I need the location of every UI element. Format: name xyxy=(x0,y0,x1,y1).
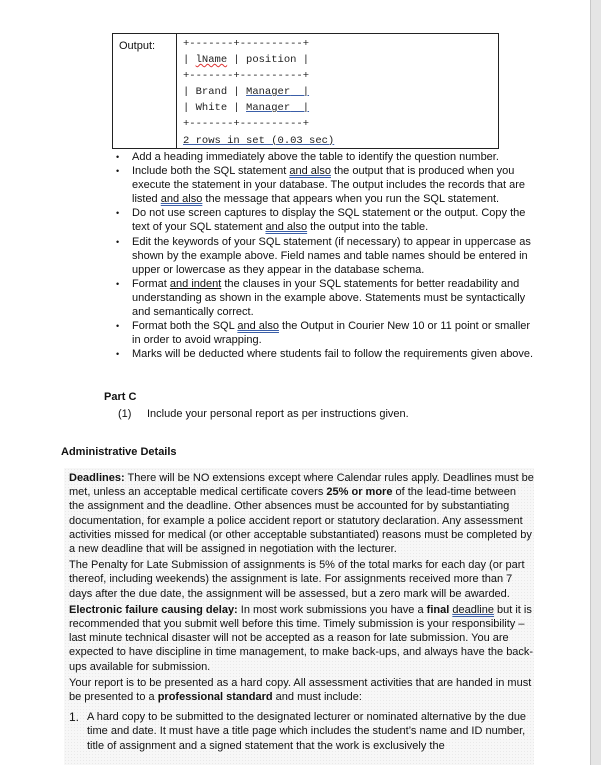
list-item: • Format both the SQL and also the Output in Courier New 10 or 11 point or smaller in order to avoid wrapping. xyxy=(116,320,531,347)
list-item: • Include both the SQL statement and also the output that is produced when you execute the statement in your database. The output includes the records that are listed and also the message that appears when you run the SQL statement. xyxy=(116,165,525,206)
numbered-item xyxy=(69,710,534,753)
bullet-icon: • xyxy=(116,321,120,332)
admin-details-box xyxy=(64,468,534,765)
admin-heading: Administrative Details xyxy=(61,446,177,458)
report-paragraph: Your report is to be presented as a hard copy. All assessment activities that are handed in must be presented to a professional standard and must include: xyxy=(69,676,532,704)
output-row: | Brand | Manager | xyxy=(183,86,310,99)
bullet-icon: • xyxy=(116,208,120,219)
output-line-border: +-------+----------+ xyxy=(183,38,310,50)
bullet-icon: • xyxy=(116,166,120,177)
output-line-header: | lName | position | xyxy=(183,54,310,67)
output-line-border: +-------+----------+ xyxy=(183,70,310,83)
bullet-icon: • xyxy=(116,236,120,247)
cell-lname: Brand xyxy=(195,86,228,99)
output-footer: 2 rows in set (0.03 sec) xyxy=(183,134,335,147)
cell-lname: White xyxy=(195,102,228,115)
penalty-paragraph: The Penalty for Late Submission of assignments is 5% of the total marks for each day (or part thereof, including weekends) the assignment is late. For assignments received more than 7 days after the due date, the assignment will be assessed, but a zero mark will be awarded. xyxy=(69,559,525,600)
requirements-list xyxy=(114,150,534,361)
output-row: | White | Manager | xyxy=(183,102,310,115)
item-number: 1. xyxy=(69,710,80,725)
bullet-icon: • xyxy=(116,152,120,162)
list-item: • Format and indent the clauses in your SQL statements for better readability and understanding as shown in the example above. Statements must be syntactically and semantically correct. xyxy=(116,277,526,319)
header-lname: lName xyxy=(195,54,228,67)
part-c-item-number: (1) xyxy=(118,408,132,420)
part-c-item-text: Include your personal report as per instructions given. xyxy=(147,408,409,420)
output-label: Output: xyxy=(113,34,177,148)
item-text: A hard copy to be submitted to the designated lecturer or nominated alternative by the due time and date. It must have a title page which includes the student’s name and ID number, title of assignment and a signed statement that the work is exclusively the xyxy=(87,711,527,752)
output-table xyxy=(112,33,499,149)
cell-position: Manager | xyxy=(246,102,310,115)
list-item: • Edit the keywords of your SQL statement (if necessary) to appear in uppercase as shown by the example above. Field names and table names should be entered in upper or lowercase as they appear in the database schema. xyxy=(116,235,531,276)
part-c-item xyxy=(118,408,409,420)
list-item: • Marks will be deducted where students fail to follow the requirements given above. xyxy=(116,348,534,361)
output-line-border: +-------+----------+ xyxy=(183,118,310,131)
header-position: position xyxy=(246,54,297,67)
bullet-icon: • xyxy=(116,349,120,360)
output-code-block xyxy=(177,34,498,148)
bullet-icon: • xyxy=(116,278,120,289)
deadlines-paragraph: Deadlines: There will be NO extensions except where Calendar rules apply. Deadlines must be met, unless an acceptable medical certificate covers 25% or more of the lead-time between the assignment and the deadline. Other absences must be accounted for by substantiating documentation, for example a police accident report or statutory declaration. Any assessment activities missed for medical (or other acceptable substantiated) reasons must be completed by a new deadline that will be assigned in negotiation with the lecturer. xyxy=(69,472,534,556)
part-c-heading: Part C xyxy=(104,391,137,403)
electronic-failure-paragraph: Electronic failure causing delay: In most work submissions you have a final deadline but it is recommended that you submit well before this time. Timely submission is your responsibility – last minute technical disaster will not be accepted as a reason for late submission. You are expected to have discipline in time management, to make back-ups, and always have the back-ups available for submission. xyxy=(69,603,534,673)
list-item: • Add a heading immediately above the table to identify the question number. xyxy=(116,151,499,163)
list-item: • Do not use screen captures to display the SQL statement or the output. Copy the text of your SQL statement and also the output into the table. xyxy=(116,207,526,234)
cell-position: Manager | xyxy=(246,86,310,99)
